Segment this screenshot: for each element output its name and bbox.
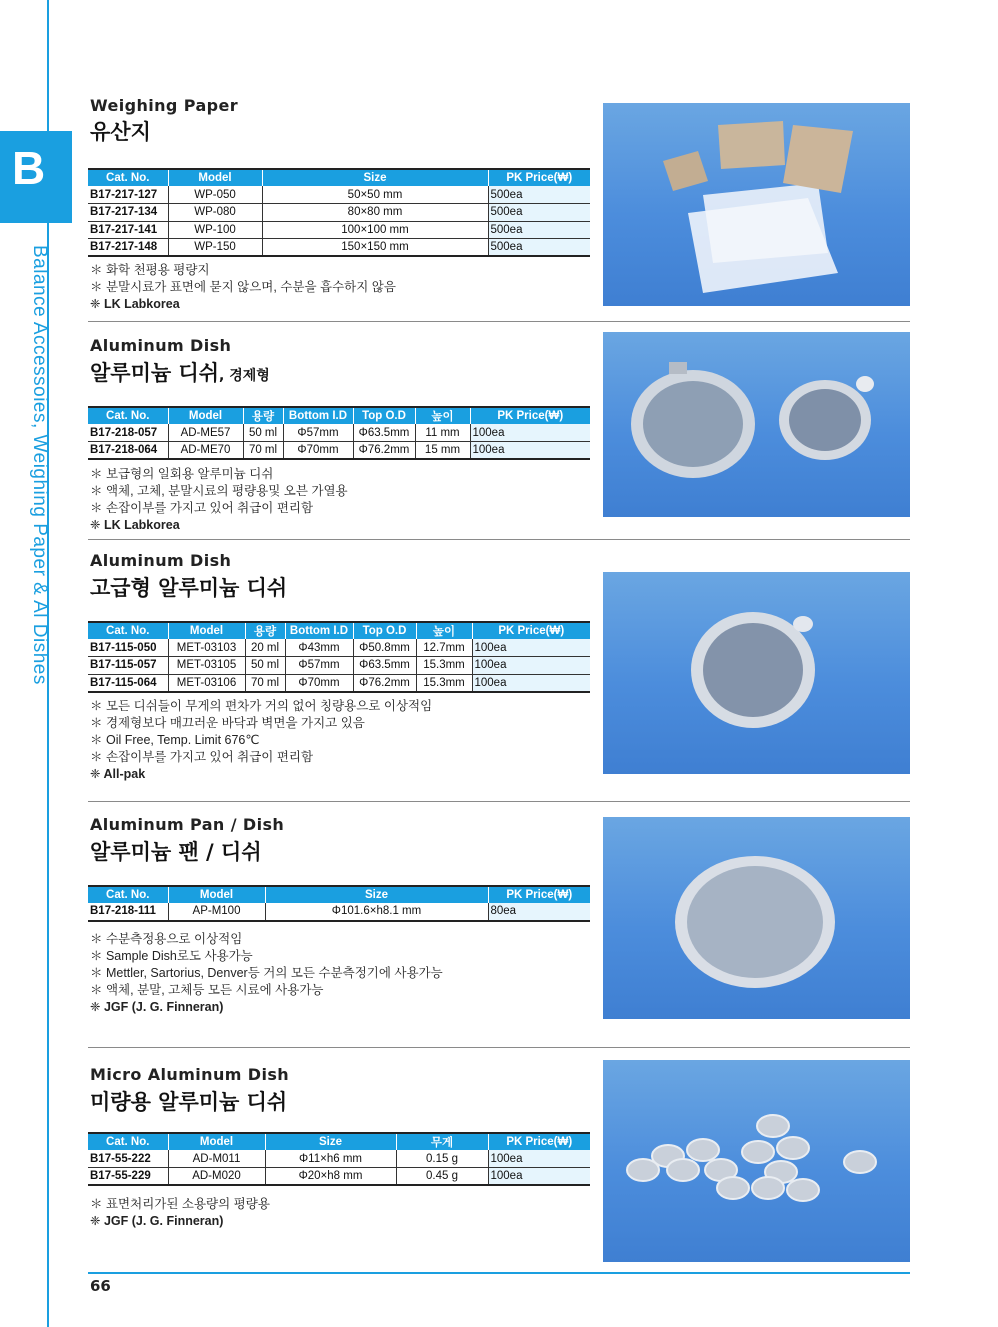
section-divider	[88, 321, 910, 322]
pk: 100ea	[488, 1150, 590, 1168]
spec-table	[88, 406, 590, 460]
cat-no: B17-218-064	[88, 442, 168, 460]
col-header: 용량	[243, 407, 283, 424]
capacity: 70 ml	[243, 442, 283, 460]
ko-title-sub: , 경제형	[219, 368, 270, 384]
table-header-row	[88, 622, 590, 639]
note: ＊ 화학 천평용 평량지	[90, 263, 210, 277]
ko-title-main: 알루미늄 디쉬	[90, 361, 220, 385]
top-od: Φ50.8mm	[353, 639, 416, 657]
maker: ❈ LK Labkorea	[90, 297, 180, 311]
aluminum-dish-economy-photo	[603, 332, 910, 517]
pk: 500ea	[488, 221, 590, 239]
pk: 100ea	[472, 674, 590, 692]
table-header-row	[88, 407, 590, 424]
height: 12.7mm	[416, 639, 472, 657]
table-row	[88, 204, 590, 222]
bottom-id: Φ43mm	[285, 639, 353, 657]
maker: ❈ JGF (J. G. Finneran)	[90, 1000, 224, 1014]
page-number: 66	[90, 1277, 111, 1295]
note: ＊ 액체, 분말, 고체등 모든 시료에 사용가능	[90, 983, 324, 997]
section-en-title: Micro Aluminum Dish	[90, 1065, 290, 1084]
spec-table	[88, 1132, 590, 1186]
chapter-title-text: Balance Accessoies, Weighing Paper & Al Dishes	[29, 245, 50, 685]
weight: 0.45 g	[396, 1168, 488, 1186]
note: ＊ 수분측정용으로 이상적임	[90, 932, 243, 946]
size: 100×100 mm	[262, 221, 488, 239]
table-row	[88, 424, 590, 442]
col-header: Model	[168, 622, 245, 639]
col-header: Top O.D	[353, 622, 416, 639]
note: ＊ 보급형의 일회용 알루미늄 디쉬	[90, 467, 274, 481]
size: 50×50 mm	[262, 186, 488, 204]
section-en-title: Aluminum Dish	[90, 336, 232, 355]
model: AD-M020	[168, 1168, 265, 1186]
size: 150×150 mm	[262, 239, 488, 257]
pk: 500ea	[488, 239, 590, 257]
model: AP-M100	[168, 903, 265, 921]
maker: ❈ LK Labkorea	[90, 518, 180, 532]
note: ＊ Oil Free, Temp. Limit 676℃	[90, 733, 260, 747]
note: ＊ 모든 디쉬들이 무게의 편차가 거의 없어 칭량용으로 이상적임	[90, 699, 433, 713]
table-row	[88, 186, 590, 204]
table-row	[88, 903, 590, 921]
notes	[90, 466, 348, 534]
col-header: Cat. No.	[88, 886, 168, 903]
section-ko-title: 고급형 알루미늄 디쉬	[90, 576, 288, 600]
note: ＊ 손잡이부를 가지고 있어 취급이 편리함	[90, 501, 314, 515]
section-en-title: Aluminum Pan / Dish	[90, 815, 285, 834]
col-header: Cat. No.	[88, 622, 168, 639]
top-od: Φ63.5mm	[353, 657, 416, 675]
maker: ❈ JGF (J. G. Finneran)	[90, 1214, 224, 1228]
size: Φ11×h6 mm	[265, 1150, 396, 1168]
section-ko-title: 알루미늄 팬 / 디쉬	[90, 840, 262, 864]
table-row	[88, 1150, 590, 1168]
cat-no: B17-218-057	[88, 424, 168, 442]
chapter-letter: B	[12, 142, 46, 194]
weighing-paper-photo	[603, 103, 910, 306]
size: 80×80 mm	[262, 204, 488, 222]
cat-no: B17-217-141	[88, 221, 168, 239]
model: AD-ME57	[168, 424, 243, 442]
section-en-title: Weighing Paper	[90, 96, 239, 115]
pk: 100ea	[470, 442, 590, 460]
model: AD-M011	[168, 1150, 265, 1168]
note: ＊ 분말시료가 표면에 묻지 않으며, 수분을 흡수하지 않음	[90, 280, 396, 294]
col-header: PK Price(₩)	[488, 169, 590, 186]
col-header: 용량	[245, 622, 285, 639]
capacity: 50 ml	[243, 424, 283, 442]
section-ko-title: 유산지	[90, 120, 151, 144]
model: AD-ME70	[168, 442, 243, 460]
table-header-row	[88, 886, 590, 903]
height: 15.3mm	[416, 674, 472, 692]
chapter-tab	[0, 131, 72, 223]
notes	[90, 262, 396, 313]
section-en-title: Aluminum Dish	[90, 551, 232, 570]
section-ko-title: 미량용 알루미늄 디쉬	[90, 1090, 288, 1114]
height: 15 mm	[415, 442, 470, 460]
bottom-id: Φ57mm	[283, 424, 353, 442]
pk: 100ea	[488, 1168, 590, 1186]
aluminum-pan-illustration	[603, 817, 910, 1019]
weight: 0.15 g	[396, 1150, 488, 1168]
size: Φ101.6×h8.1 mm	[265, 903, 488, 921]
pk: 100ea	[472, 657, 590, 675]
table-row	[88, 239, 590, 257]
bottom-id: Φ57mm	[285, 657, 353, 675]
top-od: Φ63.5mm	[353, 424, 415, 442]
table-row	[88, 1168, 590, 1186]
cat-no: B17-115-064	[88, 674, 168, 692]
section-divider	[88, 539, 910, 540]
section-ko-title	[90, 357, 270, 387]
cat-no: B17-115-057	[88, 657, 168, 675]
capacity: 50 ml	[245, 657, 285, 675]
col-header: Model	[168, 886, 265, 903]
aluminum-pan-photo	[603, 817, 910, 1019]
note: ＊ 경제형보다 매끄러운 바닥과 벽면을 가지고 있음	[90, 716, 365, 730]
table-header-row	[88, 1133, 590, 1150]
pk: 100ea	[472, 639, 590, 657]
col-header: Bottom I.D	[285, 622, 353, 639]
cat-no: B17-217-134	[88, 204, 168, 222]
col-header: PK Price(₩)	[470, 407, 590, 424]
col-header: Cat. No.	[88, 407, 168, 424]
pk: 500ea	[488, 204, 590, 222]
col-header: Size	[262, 169, 488, 186]
cat-no: B17-55-222	[88, 1150, 168, 1168]
premium-dish-illustration	[603, 572, 910, 774]
micro-dish-photo	[603, 1060, 910, 1262]
model: WP-050	[168, 186, 262, 204]
top-od: Φ76.2mm	[353, 674, 416, 692]
micro-dish-illustration	[603, 1060, 910, 1262]
section-divider	[88, 801, 910, 802]
cat-no: B17-217-148	[88, 239, 168, 257]
note: ＊ Mettler, Sartorius, Denver등 거의 모든 수분측정기에 사용가능	[90, 966, 443, 980]
col-header: 무게	[396, 1133, 488, 1150]
table-row	[88, 674, 590, 692]
model: WP-100	[168, 221, 262, 239]
size: Φ20×h8 mm	[265, 1168, 396, 1186]
col-header: Model	[168, 1133, 265, 1150]
col-header: Model	[168, 169, 262, 186]
note: ＊ 손잡이부를 가지고 있어 취급이 편리함	[90, 750, 314, 764]
model: WP-150	[168, 239, 262, 257]
notes	[90, 931, 443, 1016]
bottom-id: Φ70mm	[283, 442, 353, 460]
col-header: PK Price(₩)	[488, 1133, 590, 1150]
chapter-title-vertical	[28, 245, 68, 765]
aluminum-dish-premium-photo	[603, 572, 910, 774]
aluminum-dish-illustration	[603, 332, 910, 517]
capacity: 20 ml	[245, 639, 285, 657]
spec-table	[88, 168, 590, 257]
footer-line	[88, 1272, 910, 1274]
pk: 80ea	[488, 903, 590, 921]
capacity: 70 ml	[245, 674, 285, 692]
model: WP-080	[168, 204, 262, 222]
section-divider	[88, 1047, 910, 1048]
spec-table	[88, 885, 590, 922]
spec-table	[88, 621, 590, 693]
col-header: Size	[265, 886, 488, 903]
top-od: Φ76.2mm	[353, 442, 415, 460]
col-header: Model	[168, 407, 243, 424]
bottom-id: Φ70mm	[285, 674, 353, 692]
model: MET-03103	[168, 639, 245, 657]
col-header: Size	[265, 1133, 396, 1150]
height: 11 mm	[415, 424, 470, 442]
cat-no: B17-55-229	[88, 1168, 168, 1186]
col-header: 높이	[415, 407, 470, 424]
pk: 500ea	[488, 186, 590, 204]
cat-no: B17-115-050	[88, 639, 168, 657]
table-row	[88, 657, 590, 675]
note: ＊ 액체, 고체, 분말시료의 평량용및 오븐 가열용	[90, 484, 348, 498]
pk: 100ea	[470, 424, 590, 442]
col-header: Cat. No.	[88, 1133, 168, 1150]
table-row	[88, 442, 590, 460]
notes	[90, 1196, 270, 1230]
table-row	[88, 639, 590, 657]
cat-no: B17-218-111	[88, 903, 168, 921]
col-header: Cat. No.	[88, 169, 168, 186]
col-header: Top O.D	[353, 407, 415, 424]
note: ＊ 표면처리가된 소용량의 평량용	[90, 1197, 270, 1211]
model: MET-03105	[168, 657, 245, 675]
table-row	[88, 221, 590, 239]
table-header-row	[88, 169, 590, 186]
notes	[90, 698, 432, 783]
note: ＊ Sample Dish로도 사용가능	[90, 949, 253, 963]
maker: ❈ All-pak	[90, 767, 146, 781]
col-header: PK Price(₩)	[472, 622, 590, 639]
weighing-paper-illustration	[603, 103, 910, 306]
height: 15.3mm	[416, 657, 472, 675]
col-header: PK Price(₩)	[488, 886, 590, 903]
col-header: Bottom I.D	[283, 407, 353, 424]
col-header: 높이	[416, 622, 472, 639]
cat-no: B17-217-127	[88, 186, 168, 204]
model: MET-03106	[168, 674, 245, 692]
